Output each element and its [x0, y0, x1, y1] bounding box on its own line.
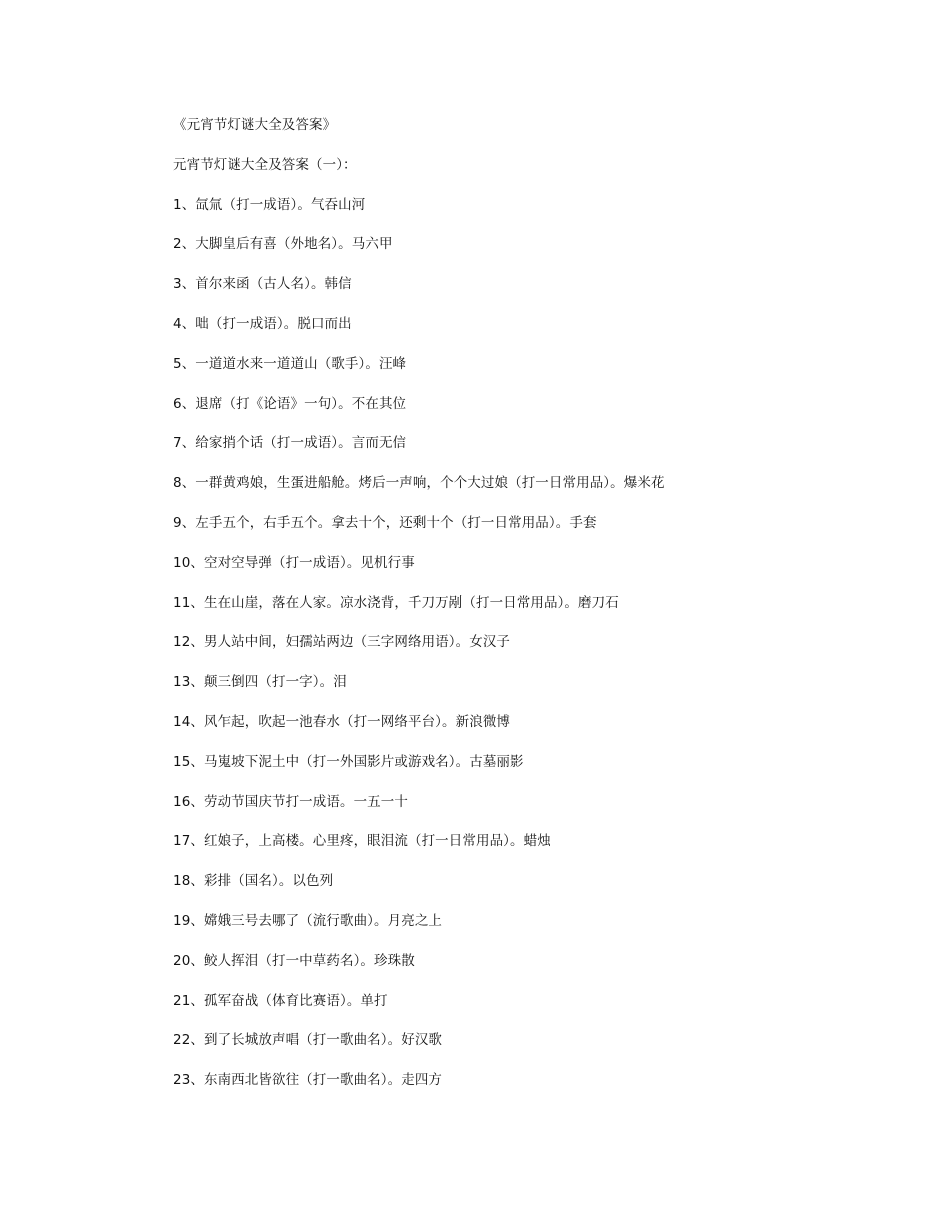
- riddle-line: 5、一道道水来一道道山（歌手）。汪峰: [173, 355, 407, 372]
- document-title: 《元宵节灯谜大全及答案》: [173, 117, 337, 133]
- riddle-line: 21、孤军奋战（体育比赛语）。单打: [173, 992, 388, 1009]
- riddle-line: 15、马嵬坡下泥土中（打一外国影片或游戏名）。古墓丽影: [173, 753, 524, 770]
- riddle-line: 19、嫦娥三号去哪了（流行歌曲）。月亮之上: [173, 912, 443, 929]
- riddle-line: 10、空对空导弹（打一成语）。见机行事: [173, 554, 415, 571]
- riddle-line: 8、一群黄鸡娘，生蛋进船舱。烤后一声响，个个大过娘（打一日常用品）。爆米花: [173, 475, 665, 492]
- riddle-line: 17、红娘子，上高楼。心里疼，眼泪流（打一日常用品）。蜡烛: [173, 833, 551, 850]
- riddle-line: 1、氙氚（打一成语）。气吞山河: [173, 196, 366, 213]
- riddle-line: 16、劳动节国庆节打一成语。一五一十: [173, 793, 408, 810]
- riddle-line: 3、首尔来函（古人名）。韩信: [173, 276, 352, 293]
- riddle-line: 14、风乍起，吹起一池春水（打一网络平台）。新浪微博: [173, 713, 511, 730]
- riddle-line: 12、男人站中间，妇孺站两边（三字网络用语）。女汉子: [173, 634, 511, 651]
- section-heading: 元宵节灯谜大全及答案（一）：: [173, 156, 357, 173]
- riddle-line: 13、颠三倒四（打一字）。泪: [173, 674, 347, 691]
- riddle-line: 4、咄（打一成语）。脱口而出: [173, 315, 352, 332]
- riddle-line: 23、东南西北皆欲往（打一歌曲名）。走四方: [173, 1072, 443, 1089]
- riddle-line: 2、大脚皇后有喜（外地名）。马六甲: [173, 236, 393, 253]
- riddle-line: 6、退席（打《论语》一句）。不在其位: [173, 395, 407, 412]
- riddle-line: 9、左手五个，右手五个。拿去十个，还剩十个（打一日常用品）。手套: [173, 514, 597, 531]
- document-body: [173, 114, 873, 1109]
- riddle-line: 20、鲛人挥泪（打一中草药名）。珍珠散: [173, 952, 415, 969]
- riddle-line: 22、到了长城放声唱（打一歌曲名）。好汉歌: [173, 1032, 443, 1049]
- riddle-line: 7、给家捎个话（打一成语）。言而无信: [173, 435, 407, 452]
- riddle-line: 11、生在山崖，落在人家。凉水浇背，千刀万剐（打一日常用品）。磨刀石: [173, 594, 619, 611]
- riddle-line: 18、彩排（国名）。以色列: [173, 873, 334, 890]
